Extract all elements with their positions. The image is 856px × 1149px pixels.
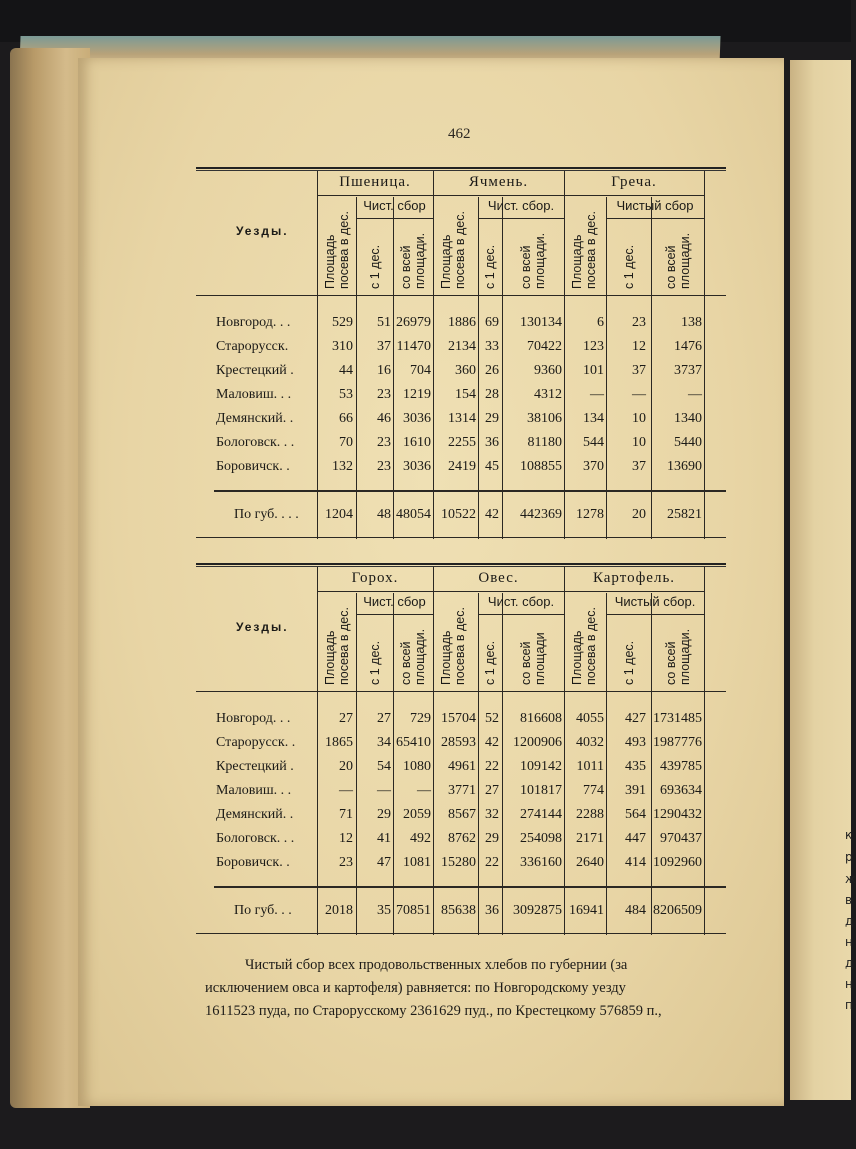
net-yield-subheader: Чистый сбор: [616, 198, 694, 213]
table-cell: 134: [583, 411, 604, 426]
area-column-header: Площадь посева в дес.: [570, 607, 598, 685]
district-name: Крестецкий .: [216, 759, 294, 774]
table-cell: 1219: [403, 387, 431, 402]
table-cell: 27: [485, 783, 499, 798]
row-header-label: Уезды.: [236, 620, 289, 634]
table-cell: 37: [632, 363, 646, 378]
area-column-header: Площадь посева в дес.: [439, 607, 467, 685]
table-cell: 1290432: [653, 807, 702, 822]
table-cell: 6: [597, 315, 604, 330]
table-cell: 10: [632, 411, 646, 426]
right-page-letter: р: [845, 850, 853, 864]
table-cell: 109142: [520, 759, 562, 774]
paragraph-line: 1611523 пуда, по Старорусскому 2361629 пуд., по Крестецкому 576859 п.,: [205, 1003, 662, 1019]
table-cell: 29: [485, 411, 499, 426]
table-cell: 1476: [674, 339, 702, 354]
page-number: 462: [448, 126, 471, 142]
table-cell: 274144: [520, 807, 562, 822]
table-cell: 27: [339, 711, 353, 726]
row-header-label: Уезды.: [236, 224, 289, 238]
table-cell: 2255: [448, 435, 476, 450]
province-total-label: По губ. . .: [234, 903, 292, 918]
table-cell: 23: [339, 855, 353, 870]
district-name: Демянский. .: [216, 807, 294, 822]
table-cell: —: [339, 783, 353, 798]
table-cell: 101: [583, 363, 604, 378]
table-cell: 564: [625, 807, 646, 822]
table-cell: 693634: [660, 783, 702, 798]
right-page-letter: д: [845, 956, 854, 970]
total-cell: 10522: [441, 507, 476, 522]
table-top-rule: [196, 167, 726, 169]
total-cell: 48: [377, 507, 391, 522]
total-cell: 42: [485, 507, 499, 522]
district-name: Боровичск. .: [216, 459, 290, 474]
table-cell: 4312: [534, 387, 562, 402]
table-cell: 4032: [576, 735, 604, 750]
table-cell: 529: [332, 315, 353, 330]
district-name: Маловиш. . .: [216, 783, 292, 798]
table-cell: 435: [625, 759, 646, 774]
total-area-header: со всей площади.: [663, 232, 692, 289]
total-cell: 36: [485, 903, 499, 918]
table-cell: 34: [377, 735, 391, 750]
table-cell: 970437: [660, 831, 702, 846]
table-cell: 23: [377, 435, 391, 450]
net-yield-subheader: Чистый сбор.: [614, 594, 696, 609]
crop-group-title: Картофель.: [592, 570, 676, 586]
table-cell: 70422: [527, 339, 562, 354]
province-total-label: По губ. . . .: [234, 507, 299, 522]
table-cell: 22: [485, 855, 499, 870]
total-cell: 48054: [396, 507, 431, 522]
table-cell: 3771: [448, 783, 476, 798]
right-page-letter: в: [845, 893, 853, 907]
crop-group-title: Овес.: [478, 570, 519, 586]
group-rule: [317, 591, 704, 592]
table-cell: 44: [339, 363, 353, 378]
table-cell: 32: [485, 807, 499, 822]
table-cell: —: [590, 387, 604, 402]
district-name: Маловиш. . .: [216, 387, 292, 402]
table-cell: 1011: [576, 759, 604, 774]
table-cell: 729: [410, 711, 431, 726]
table-cell: 360: [455, 363, 476, 378]
district-name: Новгород. . .: [216, 711, 291, 726]
table-grain-2: [196, 563, 726, 938]
right-page-edge: [790, 60, 854, 1100]
table-cell: —: [417, 783, 431, 798]
total-area-header: со всей площади: [519, 632, 547, 685]
table-cell: 53: [339, 387, 353, 402]
column-rule: [502, 197, 503, 539]
table-cell: 5440: [674, 435, 702, 450]
group-rule: [317, 195, 704, 196]
area-column-header: Площадь посева в дес.: [439, 211, 467, 289]
per-desyatina-header: с 1 дес.: [621, 244, 636, 289]
table-cell: 36: [485, 435, 499, 450]
total-cell: 85638: [441, 903, 476, 918]
column-rule: [317, 171, 318, 539]
total-area-header: со всей площади.: [519, 232, 547, 289]
total-cell: 35: [377, 903, 391, 918]
column-rule: [502, 593, 503, 935]
table-cell: 816608: [520, 711, 562, 726]
total-area-header: со всей площади.: [399, 628, 427, 685]
column-rule: [564, 567, 565, 935]
column-rule: [433, 567, 434, 935]
table-cell: 12: [632, 339, 646, 354]
table-cell: 16: [377, 363, 391, 378]
table-cell: 3036: [403, 411, 431, 426]
table-cell: 27: [377, 711, 391, 726]
table-cell: 10: [632, 435, 646, 450]
crop-group-title: Ячмень.: [468, 174, 529, 190]
table-top-rule-thin: [196, 566, 726, 567]
column-rule: [356, 593, 357, 935]
table-cell: 1987776: [653, 735, 702, 750]
total-area-header: со всей площади.: [663, 628, 692, 685]
column-rule: [478, 593, 479, 935]
table-cell: 47: [377, 855, 391, 870]
table-cell: 42: [485, 735, 499, 750]
district-name: Демянский. .: [216, 411, 294, 426]
column-rule: [317, 567, 318, 935]
column-rule: [606, 593, 607, 935]
table-bottom-rule: [196, 537, 726, 538]
column-rule: [651, 593, 652, 935]
crop-group-title: Горох.: [351, 570, 399, 586]
area-column-header: Площадь посева в дес.: [323, 607, 351, 685]
table-cell: 336160: [520, 855, 562, 870]
table-cell: 29: [377, 807, 391, 822]
net-yield-subheader: Чист. сбор: [363, 594, 426, 609]
total-cell: 484: [625, 903, 646, 918]
table-cell: 4961: [448, 759, 476, 774]
table-cell: 37: [377, 339, 391, 354]
total-cell: 442369: [520, 507, 562, 522]
table-cell: 54: [377, 759, 391, 774]
table-cell: 23: [377, 459, 391, 474]
crop-group-title: Греча.: [611, 174, 657, 190]
table-cell: 3036: [403, 459, 431, 474]
table-cell: 65410: [396, 735, 431, 750]
table-cell: 33: [485, 339, 499, 354]
table-cell: 1731485: [653, 711, 702, 726]
table-cell: 11470: [396, 339, 431, 354]
table-cell: 1610: [403, 435, 431, 450]
table-cell: 28: [485, 387, 499, 402]
table-cell: 70: [339, 435, 353, 450]
table-cell: 2134: [448, 339, 476, 354]
table-cell: 132: [332, 459, 353, 474]
table-cell: 1886: [448, 315, 476, 330]
table-cell: 108855: [520, 459, 562, 474]
right-page-letter: д: [845, 914, 854, 928]
table-cell: 9360: [534, 363, 562, 378]
table-cell: 493: [625, 735, 646, 750]
district-name: Боровичск. .: [216, 855, 290, 870]
per-desyatina-header: с 1 дес.: [483, 244, 497, 289]
table-top-rule-thin: [196, 170, 726, 171]
area-column-header: Площадь посева в дес.: [570, 211, 598, 289]
column-rule: [704, 567, 705, 935]
total-cell: 3092875: [513, 903, 562, 918]
right-page-letter: н: [845, 977, 853, 991]
table-cell: 22: [485, 759, 499, 774]
area-column-header: Площадь посева в дес.: [323, 211, 351, 289]
column-rule: [651, 197, 652, 539]
total-cell: 16941: [569, 903, 604, 918]
total-cell: 20: [632, 507, 646, 522]
table-cell: 29: [485, 831, 499, 846]
net-yield-subheader: Чист. сбор.: [487, 594, 555, 609]
table-cell: 15704: [441, 711, 476, 726]
table-cell: 123: [583, 339, 604, 354]
total-cell: 1204: [325, 507, 353, 522]
table-cell: 51: [377, 315, 391, 330]
table-cell: 130134: [520, 315, 562, 330]
total-area-header: со всей площади.: [399, 232, 427, 289]
table-cell: 2171: [576, 831, 604, 846]
district-name: Бологовск. . .: [216, 831, 295, 846]
table-cell: 101817: [520, 783, 562, 798]
column-rule: [704, 171, 705, 539]
column-rule: [433, 171, 434, 539]
table-cell: —: [688, 387, 702, 402]
table-cell: 26979: [396, 315, 431, 330]
table-cell: 447: [625, 831, 646, 846]
table-cell: 13690: [667, 459, 702, 474]
total-cell: 70851: [396, 903, 431, 918]
column-rule: [606, 197, 607, 539]
net-yield-subheader: Чист. сбор.: [487, 198, 555, 213]
table-cell: 26: [485, 363, 499, 378]
table-cell: 23: [377, 387, 391, 402]
table-cell: 774: [583, 783, 604, 798]
per-desyatina-header: с 1 дес.: [621, 640, 636, 685]
net-yield-subheader: Чист. сбор: [363, 198, 426, 213]
table-cell: 1200906: [513, 735, 562, 750]
column-rule: [393, 593, 394, 935]
table-cell: 66: [339, 411, 353, 426]
per-desyatina-header: с 1 дес.: [367, 640, 382, 685]
table-cell: 8567: [448, 807, 476, 822]
table-cell: 37: [632, 459, 646, 474]
table-cell: 2640: [576, 855, 604, 870]
right-page-letter: н: [845, 935, 853, 949]
table-cell: 3737: [674, 363, 702, 378]
table-cell: 8762: [448, 831, 476, 846]
table-cell: 2419: [448, 459, 476, 474]
crop-group-title: Пшеница.: [339, 174, 411, 190]
column-rule: [393, 197, 394, 539]
per-desyatina-header: с 1 дес.: [483, 640, 497, 685]
paragraph-line: исключением овса и картофеля) равняется: по Новгородскому уезду: [205, 980, 626, 996]
column-rule: [564, 171, 565, 539]
table-cell: 23: [632, 315, 646, 330]
table-cell: 138: [681, 315, 702, 330]
table-cell: 4055: [576, 711, 604, 726]
table-cell: 69: [485, 315, 499, 330]
right-page-letter: к: [845, 828, 853, 842]
table-cell: 2059: [403, 807, 431, 822]
table-cell: 310: [332, 339, 353, 354]
table-cell: 46: [377, 411, 391, 426]
table-cell: 41: [377, 831, 391, 846]
table-cell: 71: [339, 807, 353, 822]
district-name: Старорусск. .: [216, 735, 296, 750]
table-cell: —: [632, 387, 646, 402]
table-cell: —: [377, 783, 391, 798]
table-cell: 28593: [441, 735, 476, 750]
totals-rule: [214, 886, 726, 888]
table-cell: 1314: [448, 411, 476, 426]
column-rule: [356, 197, 357, 539]
table-cell: 1865: [325, 735, 353, 750]
table-cell: 20: [339, 759, 353, 774]
table-cell: 45: [485, 459, 499, 474]
header-bottom-rule: [196, 295, 726, 296]
table-cell: 492: [410, 831, 431, 846]
district-name: Крестецкий .: [216, 363, 294, 378]
table-top-rule: [196, 563, 726, 565]
table-cell: 81180: [527, 435, 562, 450]
header-bottom-rule: [196, 691, 726, 692]
table-cell: 439785: [660, 759, 702, 774]
paragraph-line: Чистый сбор всех продовольственных хлебов по губернии (за: [245, 957, 628, 973]
district-name: Старорусск.: [216, 339, 289, 354]
table-cell: 704: [410, 363, 431, 378]
column-rule: [478, 197, 479, 539]
totals-rule: [214, 490, 726, 492]
district-name: Новгород. . .: [216, 315, 291, 330]
table-cell: 15280: [441, 855, 476, 870]
right-page-letter: ж: [845, 872, 856, 886]
district-name: Бологовск. . .: [216, 435, 295, 450]
per-desyatina-header: с 1 дес.: [367, 244, 382, 289]
table-cell: 52: [485, 711, 499, 726]
table-cell: 154: [455, 387, 476, 402]
table-cell: 1081: [403, 855, 431, 870]
table-cell: 12: [339, 831, 353, 846]
table-cell: 414: [625, 855, 646, 870]
total-cell: 8206509: [653, 903, 702, 918]
table-cell: 254098: [520, 831, 562, 846]
table-bottom-rule: [196, 933, 726, 934]
table-cell: 2288: [576, 807, 604, 822]
right-page-letter: п: [845, 998, 853, 1012]
total-cell: 25821: [667, 507, 702, 522]
table-cell: 1080: [403, 759, 431, 774]
table-cell: 1092960: [653, 855, 702, 870]
summary-paragraph: [205, 954, 725, 1023]
table-cell: 427: [625, 711, 646, 726]
table-cell: 370: [583, 459, 604, 474]
table-cell: 38106: [527, 411, 562, 426]
table-cell: 391: [625, 783, 646, 798]
total-cell: 1278: [576, 507, 604, 522]
table-cell: 1340: [674, 411, 702, 426]
table-cell: 544: [583, 435, 604, 450]
total-cell: 2018: [325, 903, 353, 918]
table-grain-1: [196, 167, 726, 542]
